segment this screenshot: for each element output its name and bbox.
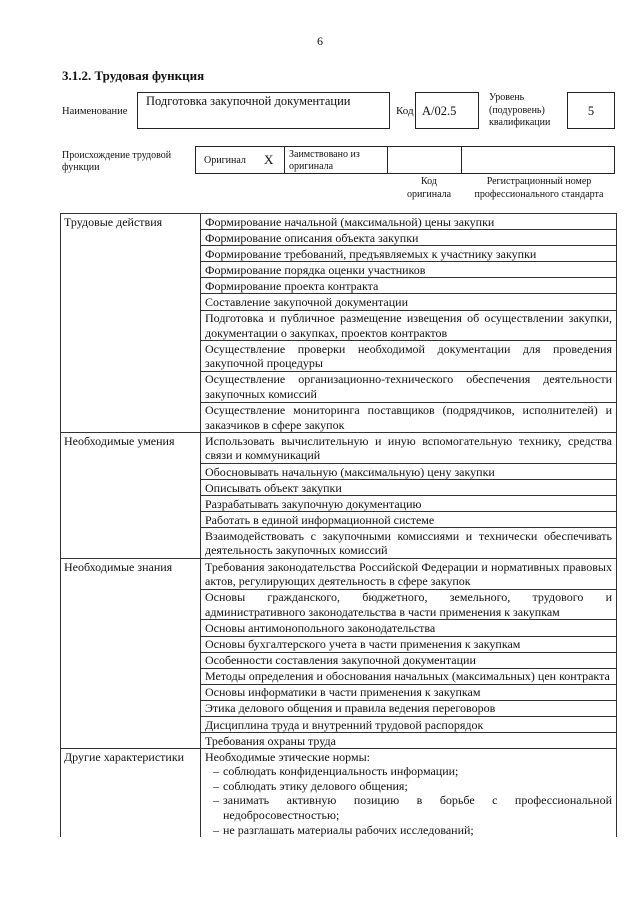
ethics-item: [213, 793, 612, 822]
table-row: [61, 433, 617, 464]
ethics-item: [213, 779, 612, 794]
caption-line: Регистрационный номер: [486, 176, 592, 187]
page-number: 6: [317, 34, 323, 48]
code-label: Код: [396, 105, 414, 117]
table-cell: Формирование требований, предъявляемых к участнику закупки: [201, 246, 617, 262]
level-value: 5: [587, 104, 595, 118]
table-cell: Осуществление организационно-технического обеспечения деятельности закупочных комиссий: [201, 371, 617, 402]
dash-bullet: –: [213, 764, 219, 779]
ethics-text: соблюдать конфиденциальность информации;: [223, 764, 459, 779]
table-cell: Дисциплина труда и внутренний трудовой распорядок: [201, 717, 617, 733]
name-value: Подготовка закупочной документации: [146, 94, 351, 108]
table-cell: Формирование порядка оценки участников: [201, 262, 617, 278]
section-heading: Другие характеристики: [61, 749, 201, 838]
table-cell: Особенности составления закупочной документации: [201, 652, 617, 668]
table-cell: Этика делового общения и правила ведения переговоров: [201, 700, 617, 716]
caption-line: Код: [421, 176, 437, 187]
dash-bullet: –: [213, 778, 219, 793]
caption-line: профессионального стандарта: [474, 188, 604, 200]
reg-number-caption: [462, 176, 616, 201]
dash-bullet: –: [213, 793, 219, 808]
original-mark: X: [264, 152, 274, 167]
name-box: [137, 92, 390, 129]
table-cell: Составление закупочной документации: [201, 294, 617, 310]
reg-number-cell: [461, 146, 615, 174]
ethics-text: не разглашать материалы рабочих исследований;: [223, 822, 474, 837]
caption-line: оригинала: [406, 188, 452, 200]
level-label-line: Уровень: [489, 92, 525, 103]
section-heading: Необходимые знания: [61, 559, 201, 749]
original-label: Оригинал: [204, 155, 246, 166]
origin-table: [195, 146, 615, 174]
table-cell: Требования законодательства Российской Федерации и нормативных правовых актов, регулирующих деятельность в сфере закупок: [201, 559, 617, 590]
table-cell: Требования охраны труда: [201, 733, 617, 749]
table-cell: Осуществление мониторинга поставщиков (подрядчиков, исполнителей) и заказчиков в сфере закупок: [201, 402, 617, 433]
function-table: [60, 213, 617, 837]
ethics-text: занимать активную позицию в борьбе с профессиональной недобросовестностью;: [223, 793, 612, 823]
origin-label-line: функции: [62, 162, 100, 173]
table-cell: Взаимодействовать с закупочными комиссиями и технически обеспечивать деятельность закупочных комиссий: [201, 528, 617, 559]
code-original-cell: [387, 146, 462, 174]
section-heading: Необходимые умения: [61, 433, 201, 559]
level-label: [489, 92, 550, 130]
table-cell: Обосновывать начальную (максимальную) цену закупки: [201, 464, 617, 480]
ethics-cell: [201, 749, 617, 838]
original-cell: [195, 146, 285, 174]
level-label-line: (подуровень): [489, 104, 545, 116]
table-row: [61, 559, 617, 590]
section-title: 3.1.2. Трудовая функция: [62, 68, 205, 83]
table-cell: Формирование проекта контракта: [201, 278, 617, 294]
table-row: [61, 214, 617, 230]
dash-bullet: –: [213, 822, 219, 837]
borrowed-label: [289, 149, 360, 172]
table-cell: Работать в единой информационной системе: [201, 512, 617, 528]
code-original-caption: [396, 176, 462, 201]
origin-label-line: Происхождение трудовой: [62, 150, 172, 161]
ethics-text: соблюдать этику делового общения;: [223, 778, 408, 793]
table-cell: Формирование начальной (максимальной) цены закупки: [201, 214, 617, 230]
table-cell: Подготовка и публичное размещение извещения об осуществлении закупки, документации о закупках, проектов контрактов: [201, 310, 617, 341]
name-label: Наименование: [62, 106, 128, 117]
ethics-item: [213, 764, 612, 779]
ethics-item: [213, 823, 612, 838]
table-cell: Формирование описания объекта закупки: [201, 230, 617, 246]
level-box: [567, 92, 615, 129]
table-cell: Методы определения и обоснования начальных (максимальных) цен контракта: [201, 668, 617, 684]
table-cell: Осуществление проверки необходимой документации для проведения закупочной процедуры: [201, 341, 617, 372]
level-label-line: квалификации: [489, 117, 551, 128]
table-row: [61, 749, 617, 838]
table-cell: Основы антимонопольного законодательства: [201, 620, 617, 636]
code-value: A/02.5: [422, 104, 457, 118]
table-cell: Основы бухгалтерского учета в части применения к закупкам: [201, 636, 617, 652]
code-box: [415, 92, 479, 129]
table-cell: Основы информатики в части применения к закупкам: [201, 684, 617, 700]
borrowed-label-line: оригинала: [289, 160, 334, 172]
table-cell: Использовать вычислительную и иную вспомогательную технику, средства связи и коммуникаций: [201, 433, 617, 464]
table-cell: Разрабатывать закупочную документацию: [201, 496, 617, 512]
borrowed-cell: [284, 146, 388, 174]
origin-label: [62, 150, 171, 174]
section-heading: Трудовые действия: [61, 214, 201, 433]
ethics-intro: Необходимые этические нормы:: [205, 749, 370, 764]
table-cell: Описывать объект закупки: [201, 480, 617, 496]
table-cell: Основы гражданского, бюджетного, земельного, трудового и административного законодательства в части применения к закупкам: [201, 589, 617, 620]
borrowed-label-line: Заимствовано из: [289, 149, 360, 160]
